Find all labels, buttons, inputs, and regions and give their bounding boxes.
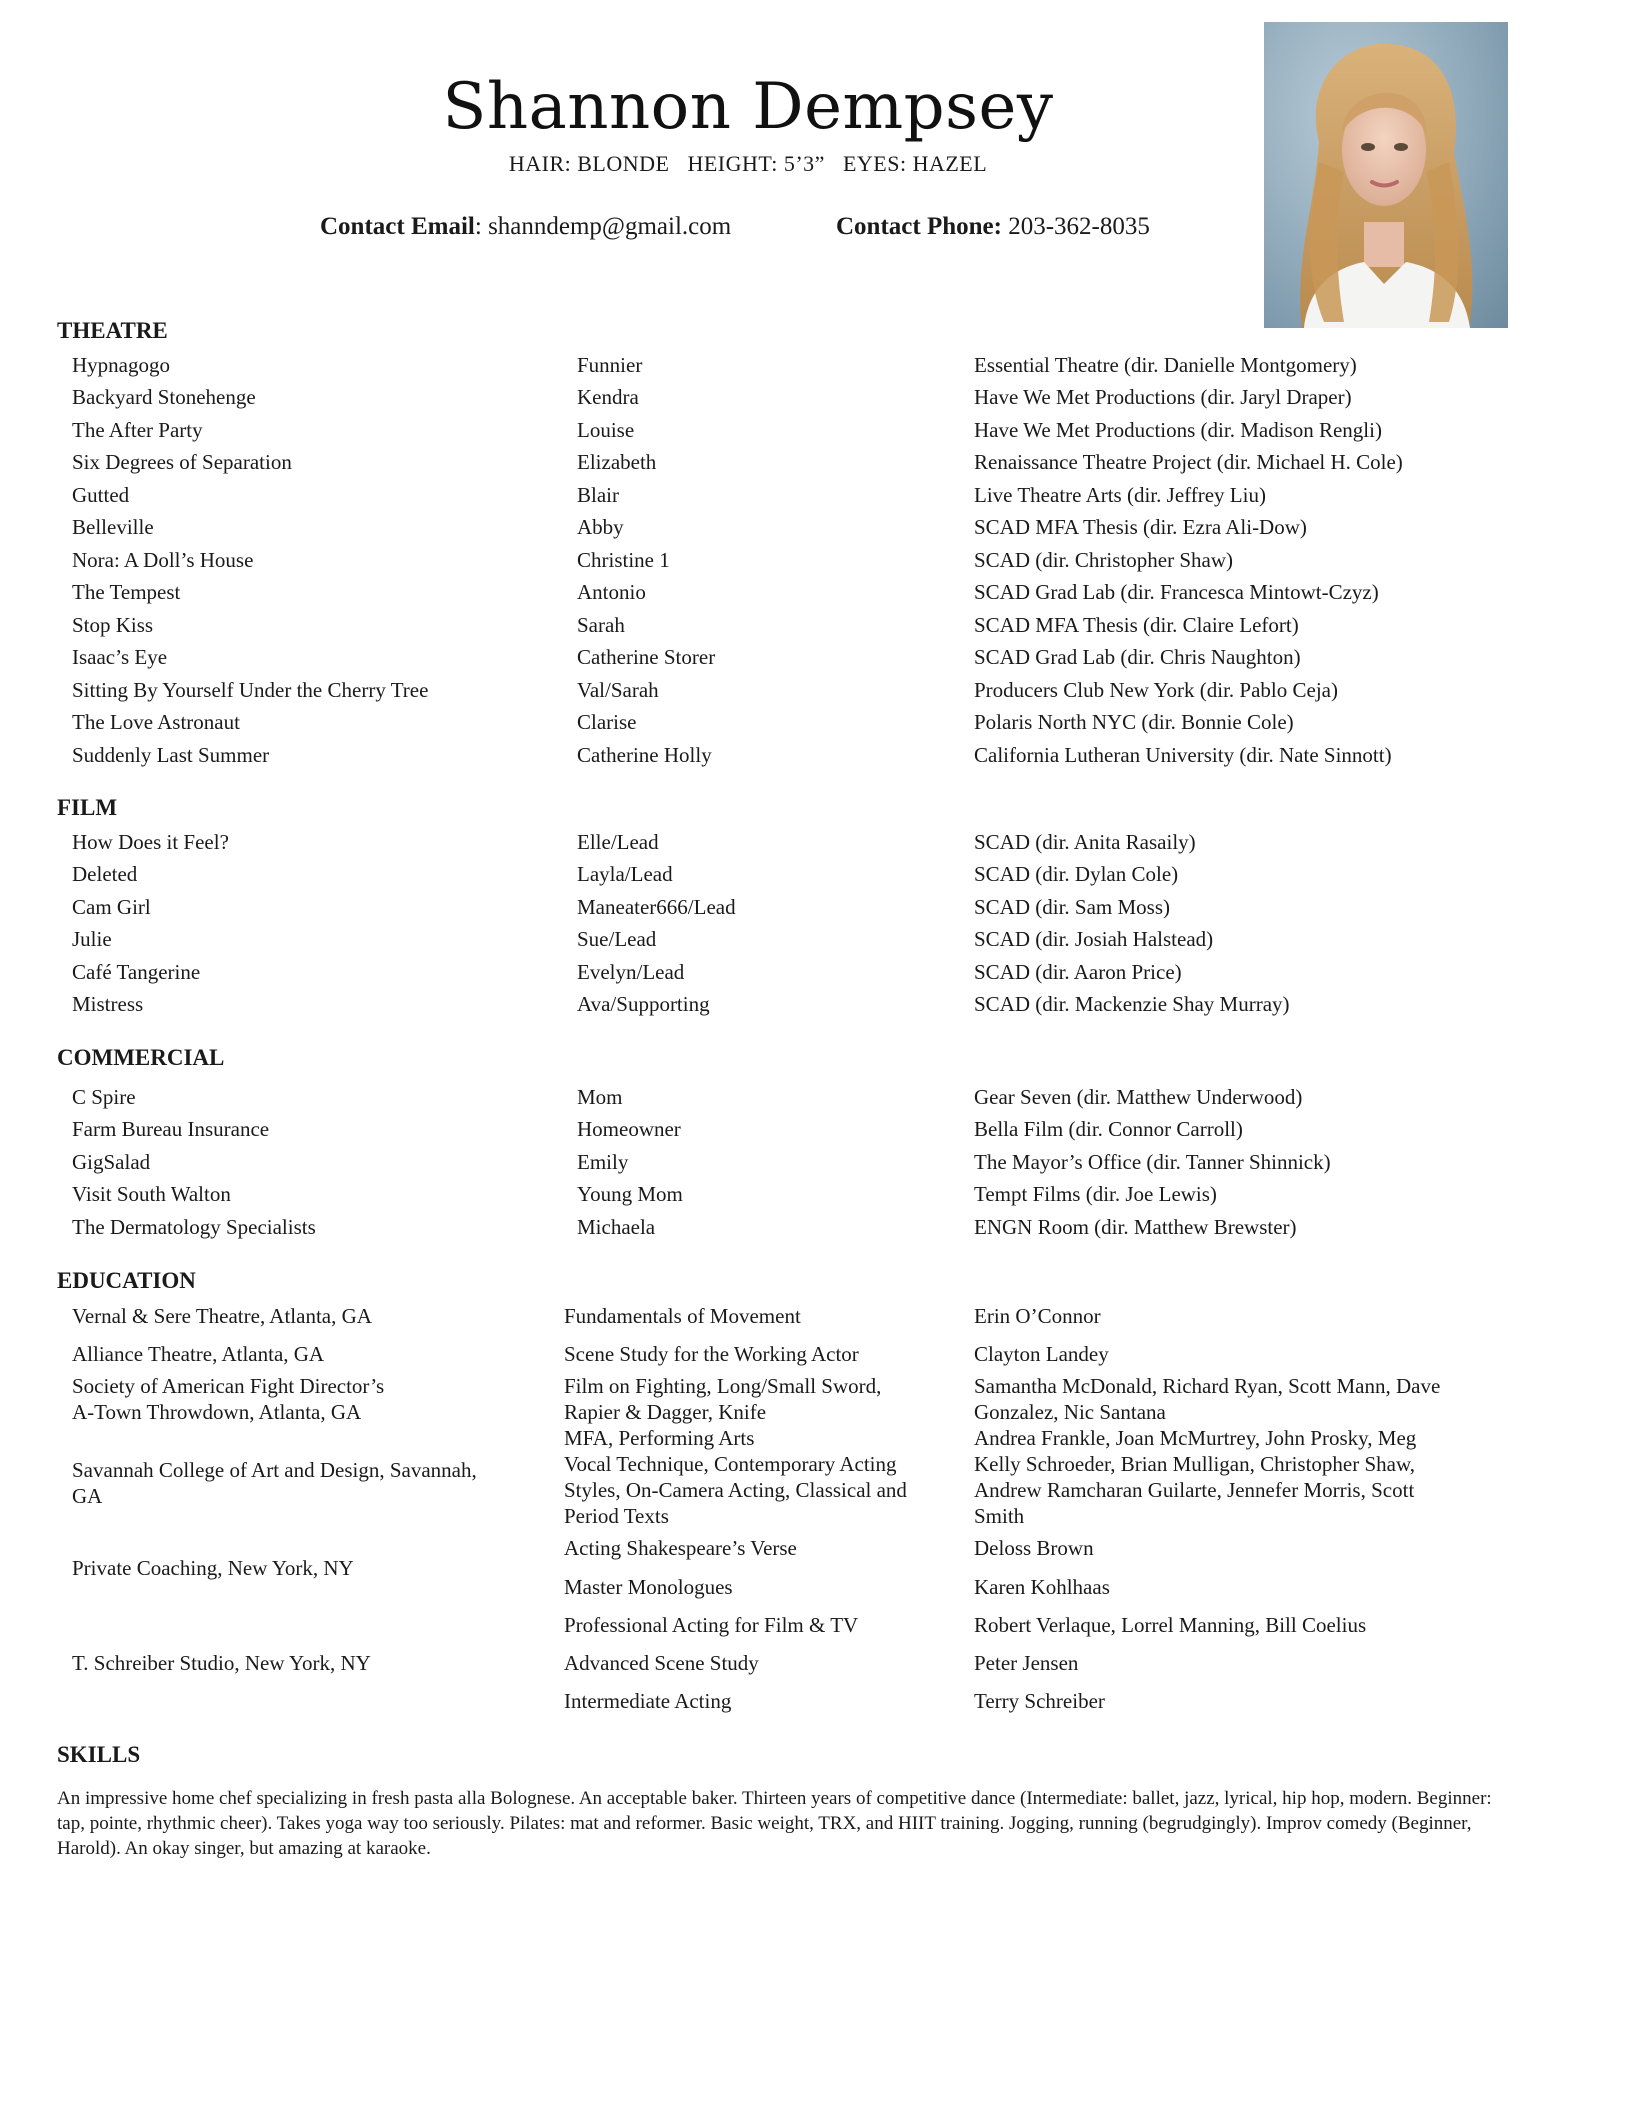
credit-role: Maneater666/Lead <box>577 895 736 919</box>
commercial-row <box>0 1215 1632 1245</box>
theatre-row <box>0 548 1632 578</box>
education-teacher: Terry Schreiber <box>974 1689 1105 1713</box>
theatre-row <box>0 418 1632 448</box>
eyes-label: EYES: <box>842 151 907 176</box>
contact-phone[interactable]: 203-362-8035 <box>1008 213 1150 240</box>
commercial-row <box>0 1150 1632 1180</box>
credit-company: Bella Film (dir. Connor Carroll) <box>974 1117 1243 1141</box>
credit-company: Essential Theatre (dir. Danielle Montgomery) <box>974 353 1357 377</box>
credit-title: Café Tangerine <box>72 960 201 984</box>
section-commercial-heading: COMMERCIAL <box>57 1045 225 1070</box>
credit-role: Layla/Lead <box>577 862 673 886</box>
hair-value: BLONDE <box>577 151 670 176</box>
film-row <box>0 830 1632 860</box>
credit-role: Val/Sarah <box>577 678 659 702</box>
education-course: Rapier & Dagger, Knife <box>564 1400 767 1424</box>
credit-company: SCAD MFA Thesis (dir. Ezra Ali-Dow) <box>974 515 1307 539</box>
credit-title: GigSalad <box>72 1150 151 1174</box>
education-course: MFA, Performing Arts <box>564 1426 755 1450</box>
education-teacher: Clayton Landey <box>974 1342 1109 1366</box>
credit-title: How Does it Feel? <box>72 830 229 854</box>
credit-title: Hypnagogo <box>72 353 170 377</box>
credit-title: C Spire <box>72 1085 136 1109</box>
theatre-row <box>0 353 1632 383</box>
credit-company: SCAD (dir. Mackenzie Shay Murray) <box>974 992 1290 1016</box>
education-course: Styles, On-Camera Acting, Classical and <box>564 1478 907 1502</box>
credit-role: Sarah <box>577 613 625 637</box>
education-school: Private Coaching, New York, NY <box>72 1556 354 1580</box>
education-teacher: Gonzalez, Nic Santana <box>974 1400 1166 1424</box>
headshot-illustration <box>1264 22 1508 328</box>
credit-role: Mom <box>577 1085 623 1109</box>
credit-role: Elizabeth <box>577 450 657 474</box>
credit-role: Michaela <box>577 1215 656 1239</box>
height-value: 5’3” <box>783 151 825 176</box>
credit-role: Antonio <box>577 580 646 604</box>
education-course: Professional Acting for Film & TV <box>564 1613 859 1637</box>
eyes-value: HAZEL <box>912 151 988 176</box>
section-film-heading: FILM <box>57 795 118 820</box>
film-row <box>0 895 1632 925</box>
section-skills-heading: SKILLS <box>57 1742 141 1767</box>
credit-title: Cam Girl <box>72 895 151 919</box>
credit-company: Producers Club New York (dir. Pablo Ceja) <box>974 678 1338 702</box>
education-school: Alliance Theatre, Atlanta, GA <box>72 1342 325 1366</box>
contact-phone-label: Contact Phone: <box>836 213 1002 240</box>
commercial-row <box>0 1085 1632 1115</box>
education-school: Vernal & Sere Theatre, Atlanta, GA <box>72 1304 372 1328</box>
education-teacher: Andrew Ramcharan Guilarte, Jennefer Morris, Scott <box>974 1478 1415 1502</box>
credit-company: Live Theatre Arts (dir. Jeffrey Liu) <box>974 483 1266 507</box>
film-row <box>0 960 1632 990</box>
credit-title: Nora: A Doll’s House <box>72 548 254 572</box>
height-label: HEIGHT: <box>687 151 778 176</box>
education-course: Advanced Scene Study <box>564 1651 759 1675</box>
credit-title: Belleville <box>72 515 154 539</box>
credit-company: Polaris North NYC (dir. Bonnie Cole) <box>974 710 1294 734</box>
contact-email-label: Contact Email <box>320 213 475 240</box>
theatre-row <box>0 743 1632 773</box>
credit-title: Farm Bureau Insurance <box>72 1117 270 1141</box>
credit-company: SCAD (dir. Anita Rasaily) <box>974 830 1196 854</box>
credit-title: Visit South Walton <box>72 1182 231 1206</box>
credit-role: Christine 1 <box>577 548 670 572</box>
theatre-row <box>0 645 1632 675</box>
headshot-photo <box>1264 22 1508 328</box>
education-course: Vocal Technique, Contemporary Acting <box>564 1452 897 1476</box>
credit-role: Clarise <box>577 710 637 734</box>
education-school: A-Town Throwdown, Atlanta, GA <box>72 1400 362 1424</box>
theatre-row <box>0 613 1632 643</box>
contact-phone-line <box>836 213 1150 241</box>
credit-company: SCAD (dir. Christopher Shaw) <box>974 548 1233 572</box>
education-course: Film on Fighting, Long/Small Sword, <box>564 1374 882 1398</box>
credit-title: Suddenly Last Summer <box>72 743 270 767</box>
credit-company: Tempt Films (dir. Joe Lewis) <box>974 1182 1217 1206</box>
theatre-row <box>0 678 1632 708</box>
credit-company: The Mayor’s Office (dir. Tanner Shinnick) <box>974 1150 1331 1174</box>
section-theatre-heading: THEATRE <box>57 318 168 343</box>
credit-company: SCAD Grad Lab (dir. Francesca Mintowt-Czyz) <box>974 580 1379 604</box>
theatre-row <box>0 385 1632 415</box>
credit-title: Sitting By Yourself Under the Cherry Tree <box>72 678 429 702</box>
theatre-row <box>0 483 1632 513</box>
credit-role: Emily <box>577 1150 629 1174</box>
credit-company: Renaissance Theatre Project (dir. Michael H. Cole) <box>974 450 1403 474</box>
credit-company: SCAD Grad Lab (dir. Chris Naughton) <box>974 645 1301 669</box>
credit-title: Stop Kiss <box>72 613 154 637</box>
credit-title: The Dermatology Specialists <box>72 1215 316 1239</box>
credit-role: Sue/Lead <box>577 927 657 951</box>
credit-role: Young Mom <box>577 1182 683 1206</box>
education-teacher: Andrea Frankle, Joan McMurtrey, John Prosky, Meg <box>974 1426 1417 1450</box>
education-school: Society of American Fight Director’s <box>72 1374 385 1398</box>
credit-role: Abby <box>577 515 624 539</box>
credit-role: Homeowner <box>577 1117 681 1141</box>
credit-title: The Tempest <box>72 580 181 604</box>
contact-email[interactable]: shanndemp@gmail.com <box>488 213 732 240</box>
education-school: T. Schreiber Studio, New York, NY <box>72 1651 371 1675</box>
credit-company: SCAD (dir. Josiah Halstead) <box>974 927 1214 951</box>
education-teacher: Smith <box>974 1504 1025 1528</box>
credit-title: Six Degrees of Separation <box>72 450 292 474</box>
theatre-row <box>0 450 1632 480</box>
section-education-heading: EDUCATION <box>57 1268 196 1293</box>
credit-company: ENGN Room (dir. Matthew Brewster) <box>974 1215 1297 1239</box>
education-teacher: Samantha McDonald, Richard Ryan, Scott Mann, Dave <box>974 1374 1441 1398</box>
commercial-row <box>0 1182 1632 1212</box>
contact-email-line: Contact Email: shanndemp@gmail.com <box>320 213 732 240</box>
education-course: Period Texts <box>564 1504 669 1528</box>
credit-role: Elle/Lead <box>577 830 659 854</box>
education-course: Intermediate Acting <box>564 1689 732 1713</box>
film-row <box>0 992 1632 1022</box>
education-school: GA <box>72 1484 103 1508</box>
education-teacher: Robert Verlaque, Lorrel Manning, Bill Coelius <box>974 1613 1367 1637</box>
credit-role: Kendra <box>577 385 639 409</box>
credit-role: Funnier <box>577 353 643 377</box>
credit-company: California Lutheran University (dir. Nate Sinnott) <box>974 743 1392 767</box>
hair-label: HAIR: <box>508 151 572 176</box>
credit-role: Evelyn/Lead <box>577 960 685 984</box>
credit-title: Mistress <box>72 992 144 1016</box>
education-course: Scene Study for the Working Actor <box>564 1342 859 1366</box>
education-course: Fundamentals of Movement <box>564 1304 801 1328</box>
education-teacher: Karen Kohlhaas <box>974 1575 1110 1599</box>
credit-company: Have We Met Productions (dir. Madison Rengli) <box>974 418 1382 442</box>
skills-paragraph: An impressive home chef specializing in fresh pasta alla Bolognese. An acceptable baker. Thirteen years of competitive dance (Intermediate: ballet, jazz, lyrical, hip hop, modern. Beginner: tap, pointe, rhythmic cheer). Takes yoga way too seriously. Pilates: mat and reformer. Basic weight, TRX, and HIIT training. Jogging, running (begrudgingly). Improv comedy (Beginner, Harold). An okay singer, but amazing at karaoke. <box>57 1788 1492 1859</box>
commercial-row <box>0 1117 1632 1147</box>
education-teacher: Peter Jensen <box>974 1651 1079 1675</box>
theatre-row <box>0 515 1632 545</box>
education-course: Acting Shakespeare’s Verse <box>564 1536 797 1560</box>
credit-title: Julie <box>72 927 112 951</box>
theatre-row <box>0 710 1632 740</box>
credit-company: SCAD (dir. Sam Moss) <box>974 895 1171 919</box>
credit-title: Gutted <box>72 483 130 507</box>
credit-role: Ava/Supporting <box>577 992 710 1016</box>
credit-role: Catherine Holly <box>577 743 712 767</box>
theatre-row <box>0 580 1632 610</box>
education-teacher: Deloss Brown <box>974 1536 1094 1560</box>
education-teacher: Erin O’Connor <box>974 1304 1101 1328</box>
film-row <box>0 927 1632 957</box>
credit-company: SCAD (dir. Dylan Cole) <box>974 862 1179 886</box>
education-school: Savannah College of Art and Design, Savannah, <box>72 1458 477 1482</box>
credit-role: Blair <box>577 483 619 507</box>
credit-role: Louise <box>577 418 635 442</box>
film-row <box>0 862 1632 892</box>
credit-title: The After Party <box>72 418 203 442</box>
resume-name: Shannon Dempsey <box>442 70 1054 144</box>
credit-company: Have We Met Productions (dir. Jaryl Draper) <box>974 385 1352 409</box>
credit-title: The Love Astronaut <box>72 710 240 734</box>
credit-role: Catherine Storer <box>577 645 716 669</box>
credit-title: Deleted <box>72 862 138 886</box>
credit-title: Backyard Stonehenge <box>72 385 256 409</box>
education-teacher: Kelly Schroeder, Brian Mulligan, Christopher Shaw, <box>974 1452 1416 1476</box>
credit-company: Gear Seven (dir. Matthew Underwood) <box>974 1085 1303 1109</box>
credit-company: SCAD (dir. Aaron Price) <box>974 960 1182 984</box>
credit-title: Isaac’s Eye <box>72 645 168 669</box>
credit-company: SCAD MFA Thesis (dir. Claire Lefort) <box>974 613 1299 637</box>
education-course: Master Monologues <box>564 1575 733 1599</box>
